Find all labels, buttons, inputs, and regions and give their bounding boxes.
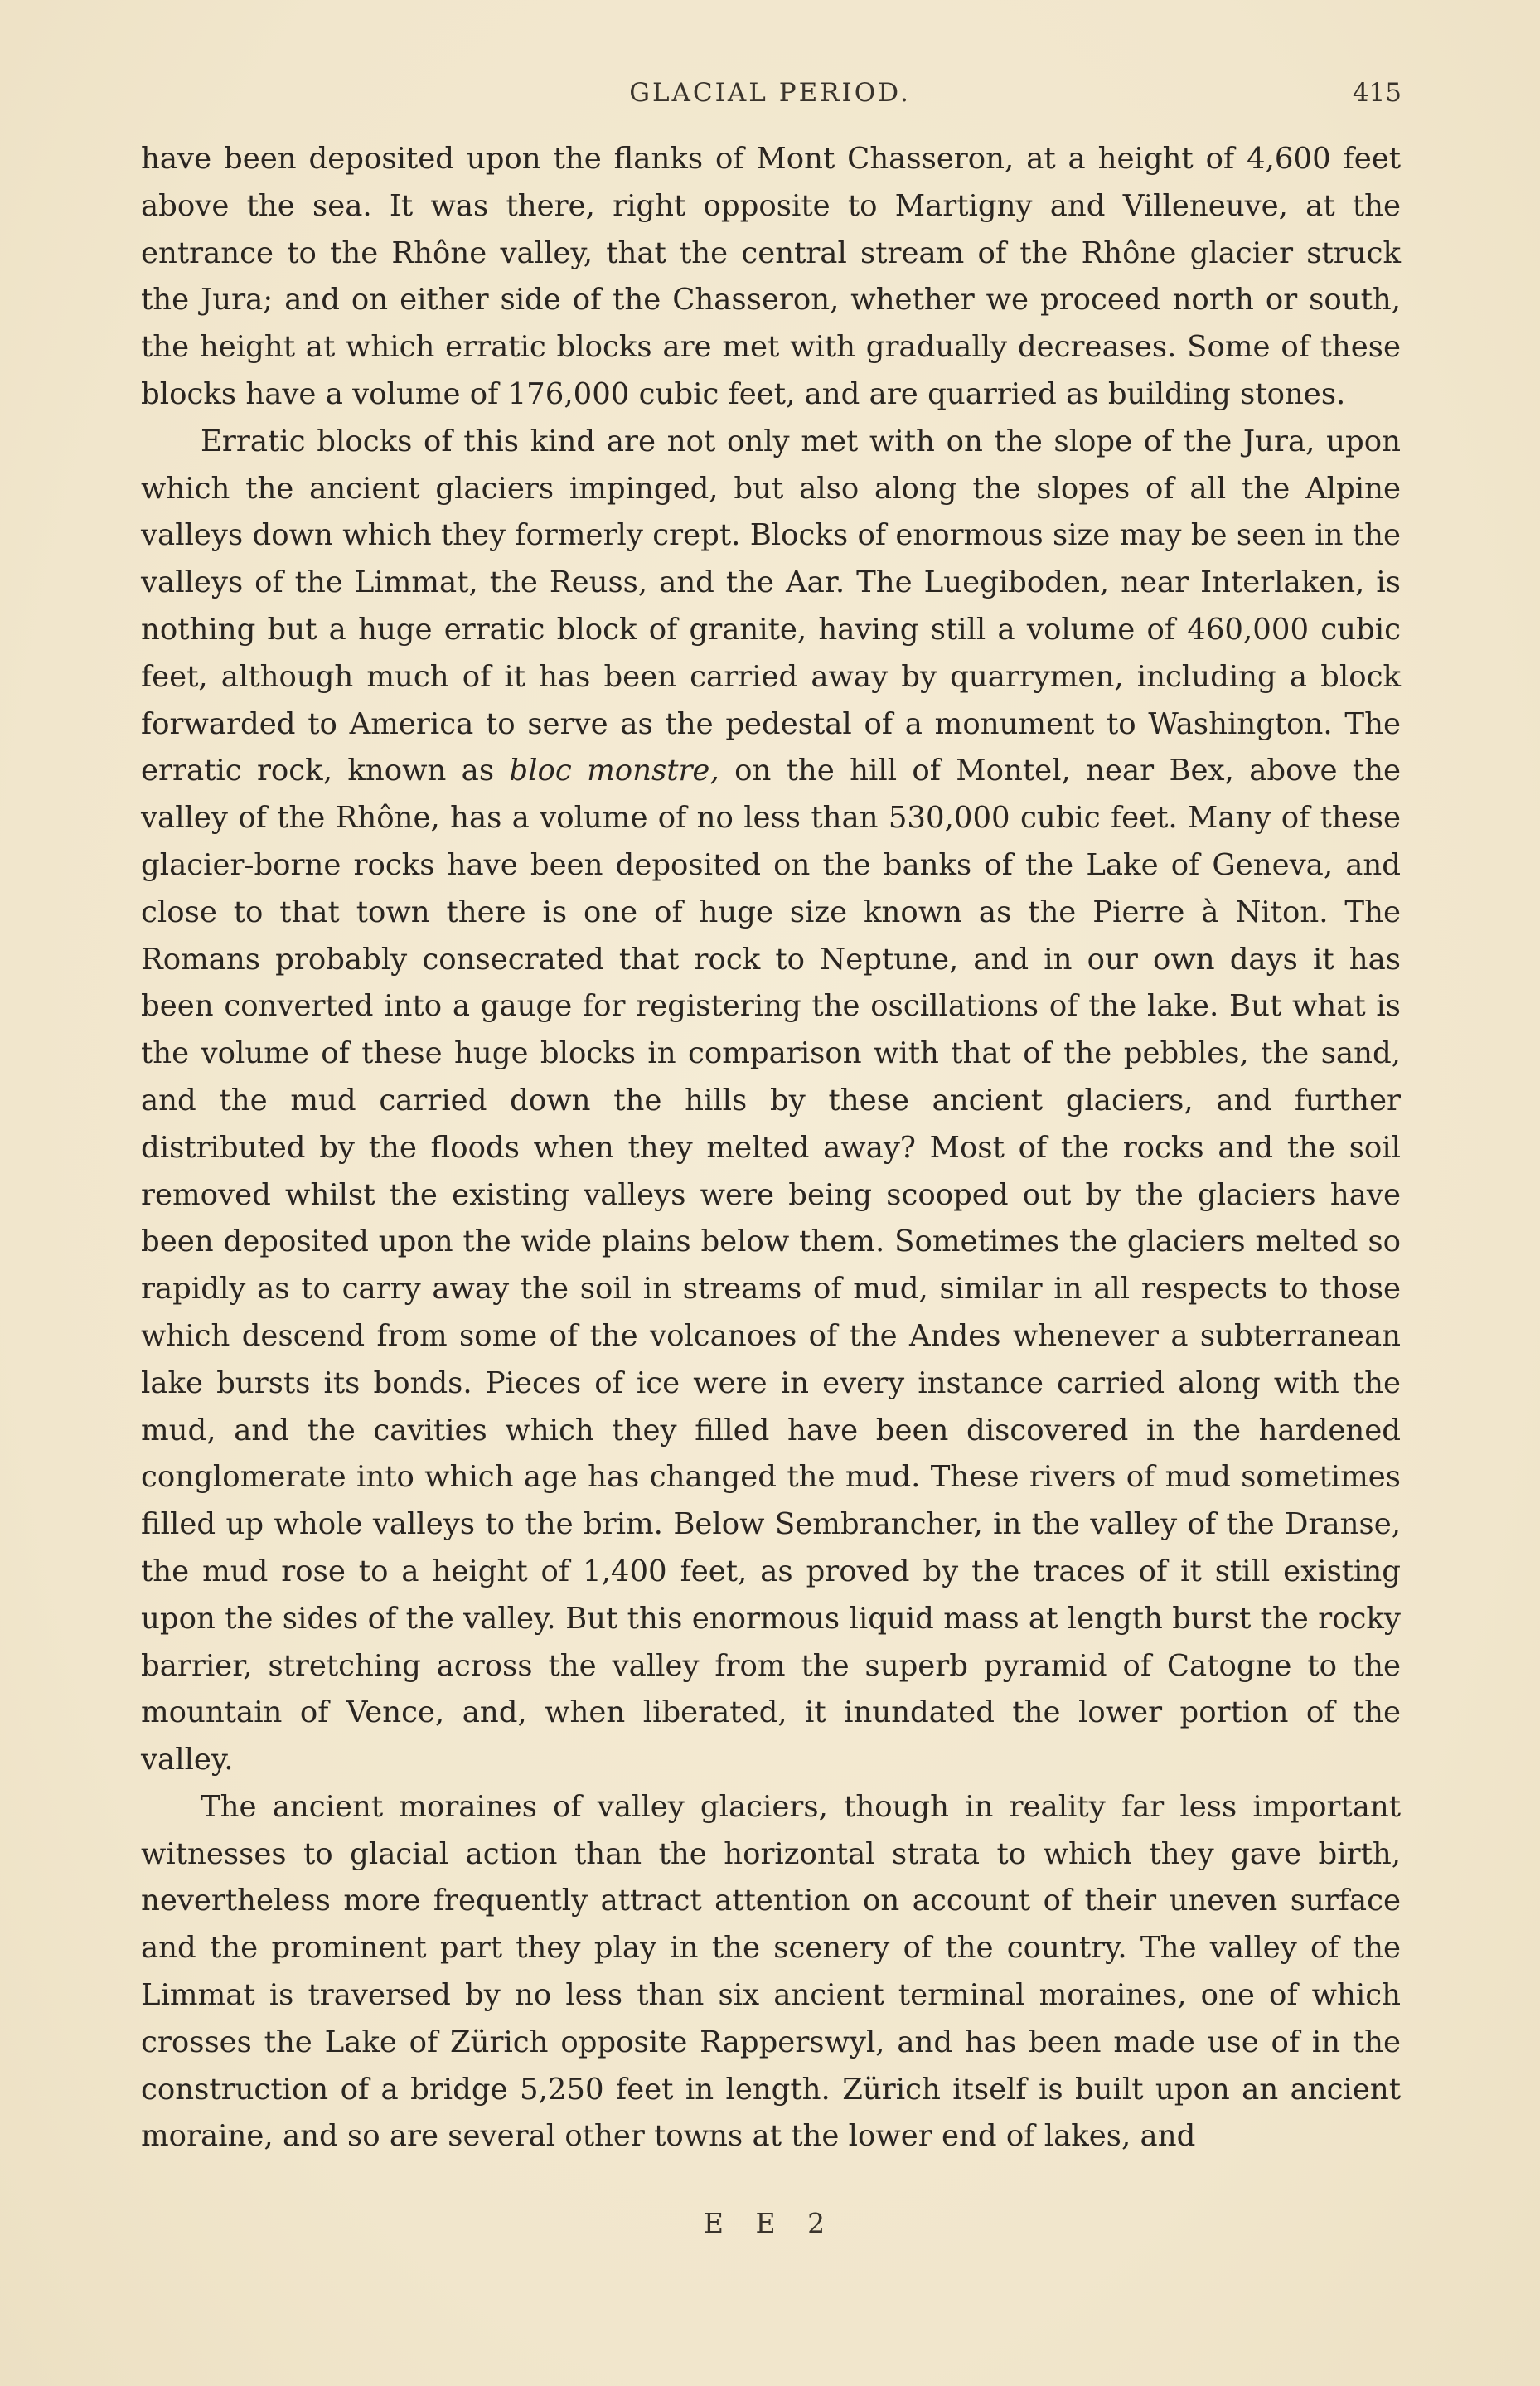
page-number: 415: [1352, 78, 1402, 108]
signature-mark: E E 2: [703, 2207, 837, 2239]
paragraph-2: [141, 419, 1401, 1784]
running-title: GLACIAL PERIOD.: [629, 78, 911, 108]
paragraph-3: The ancient moraines of valley glaciers, though in reality far less important witnesses to glacial action than the horizontal strata to which they gave birth, nevertheless more frequently attract attention on account of their uneven surface and the prominent part they play in the scenery of the country. The valley of the Limmat is traversed by no less than six ancient terminal moraines, one of which crosses the Lake of Zürich opposite Rapperswyl, and has been made use of in the construction of a bridge 5,250 feet in length. Zürich itself is built upon an ancient moraine, and so are several other towns at the lower end of lakes, and: [141, 1789, 1401, 2154]
body-text: [141, 136, 1401, 2160]
paragraph-2-text-a: Erratic blocks of this kind are not only met with on the slope of the Jura, upon which the ancient glaciers impinged, but also along the slopes of all the Alpine valleys down which they formerly crept. Blocks of enormous size may be seen in the valleys of the Limmat, the Reuss, and the Aar. The Luegiboden, near Interlaken, is nothing but a huge erratic block of granite, having still a volume of 460,000 cubic feet, although much of it has been carried away by quarrymen, including a block forwarded to America to serve as the pedestal of a monument to Washington. The erratic rock, known as: [141, 424, 1401, 788]
italic-term-bloc-monstre: bloc monstre,: [509, 754, 719, 788]
running-header: [0, 71, 1540, 113]
paragraph-1: have been deposited upon the flanks of Mont Chasseron, at a height of 4,600 feet above the sea. It was there, right opposite to Martigny and Villeneuve, at the entrance to the Rhône valley, that the central stream of the Rhône glacier struck the Jura; and on either side of the Chasseron, whether we proceed north or south, the height at which erratic blocks are met with gradually decreases. Some of these blocks have a volume of 176,000 cubic feet, and are quarried as building stones.: [141, 142, 1401, 411]
paragraph-2-text-b: on the hill of Montel, near Bex, above the valley of the Rhône, has a volume of no less than 530,000 cubic feet. Many of these glacier-borne rocks have been deposited on the banks of the Lake of Geneva, and close to that town there is one of huge size known as the Pierre à Niton. The Romans probably consecrated that rock to Neptune, and in our own days it has been converted into a gauge for registering the oscillations of the lake. But what is the volume of these huge blocks in comparison with that of the pebbles, the sand, and the mud carried down the hills by these ancient glaciers, and further distributed by the floods when they melted away? Most of the rocks and the soil removed whilst the existing valleys were being scooped out by the glaciers have been deposited upon the wide plains below them. Sometimes the glaciers melted so rapidly as to carry away the soil in streams of mud, similar in all respects to those which descend from some of the volcanoes of the Andes whenever a subterranean lake bursts its bonds. Pieces of ice were in every instance carried along with the mud, and the cavities which they filled have been discovered in the hardened conglomerate into which age has changed the mud. These rivers of mud sometimes filled up whole valleys to the brim. Below Sembrancher, in the valley of the Dranse, the mud rose to a height of 1,400 feet, as proved by the traces of it still existing upon the sides of the valley. But this enormous liquid mass at length burst the rocky barrier, stretching across the valley from the superb pyramid of Catogne to the mountain of Vence, and, when liberated, it inundated the lower portion of the valley.: [141, 754, 1402, 1777]
